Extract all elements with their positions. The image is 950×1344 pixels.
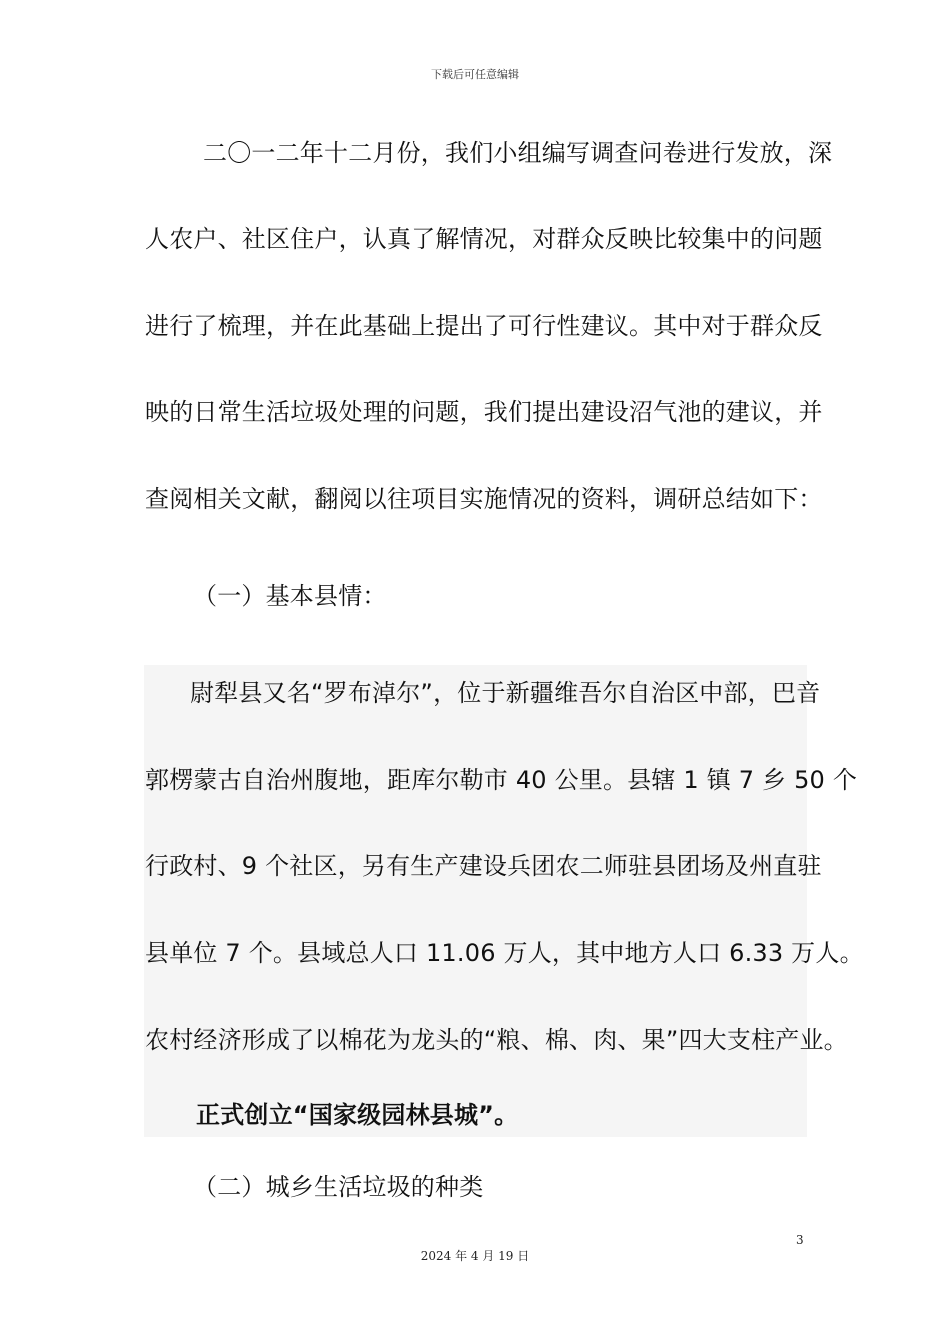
page-footer-date: 2024 年 4 月 19 日 [420, 1249, 530, 1263]
intro-line-1: 二〇一二年十二月份，我们小组编写调查问卷进行发放，深 [203, 139, 833, 167]
county-info-shaded-block [144, 665, 807, 1137]
page-header: 下载后可任意编辑 [431, 68, 519, 81]
county-line-1: 尉犁县又名“罗布淖尔”，位于新疆维吾尔自治区中部，巴音 [190, 679, 821, 707]
section-heading-waste-types: （二）城乡生活垃圾的种类 [193, 1173, 484, 1201]
county-line-3: 行政村、9 个社区，另有生产建设兵团农二师驻县团场及州直驻 [145, 852, 822, 880]
intro-line-4: 映的日常生活垃圾处理的问题，我们提出建设沼气池的建议，并 [145, 398, 823, 426]
section-heading-basic-county: （一）基本县情： [193, 582, 387, 610]
county-line-2: 郭楞蒙古自治州腹地，距库尔勒市 40 公里。县辖 1 镇 7 乡 50 个 [145, 766, 858, 794]
intro-line-3: 进行了梳理，并在此基础上提出了可行性建议。其中对于群众反 [145, 312, 823, 340]
county-line-4: 县单位 7 个。县域总人口 11.06 万人，其中地方人口 6.33 万人。 [145, 939, 864, 967]
intro-line-5: 查阅相关文献，翻阅以往项目实施情况的资料，调研总结如下： [145, 485, 823, 513]
intro-line-2: 人农户、社区住户，认真了解情况，对群众反映比较集中的问题 [145, 225, 823, 253]
page-number: 3 [796, 1233, 804, 1247]
county-line-5: 农村经济形成了以棉花为龙头的“粮、棉、肉、果”四大支柱产业。 [145, 1026, 848, 1054]
county-bold-line: 正式创立“国家级园林县城”。 [196, 1101, 519, 1129]
